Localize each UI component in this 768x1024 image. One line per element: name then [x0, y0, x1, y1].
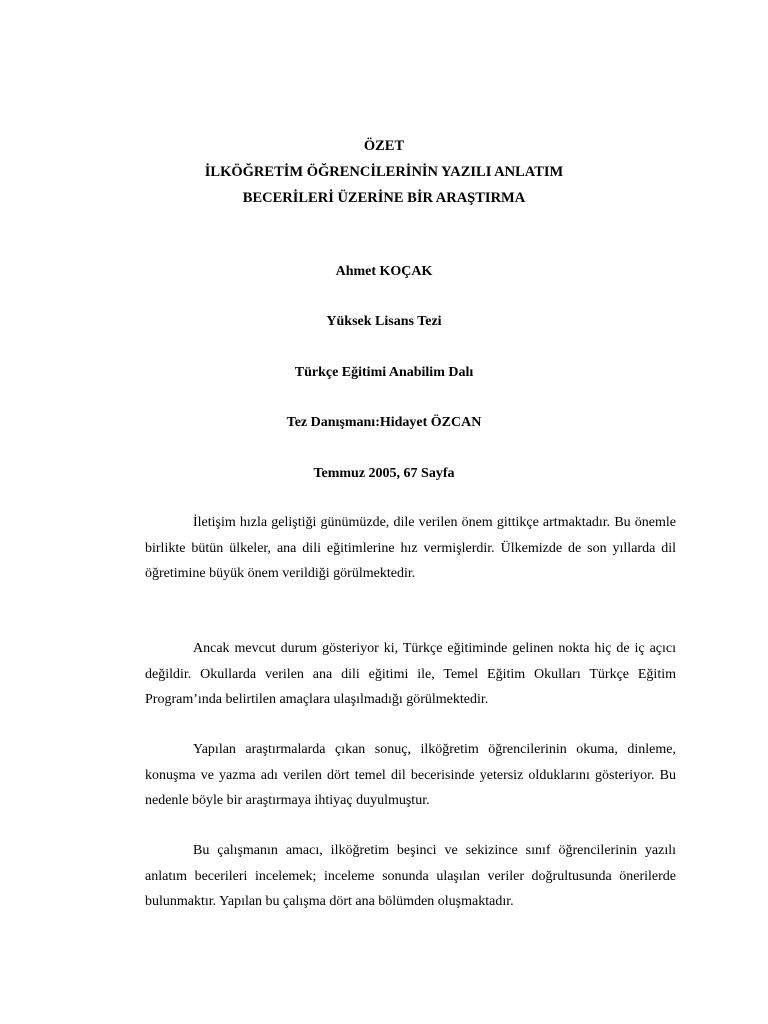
author-name: Ahmet KOÇAK — [335, 264, 433, 279]
abstract-paragraph-3: Yapılan araştırmalarda çıkan sonuç, ilköğretim öğrencilerinin okuma, dinleme, konuşma ve yazma adı verilen dört temel dil becerisinde yetersiz olduklarını gösteriyor. Bu nedenle böyle bir araştırmaya ihtiyaç duyulmuştur. — [145, 742, 676, 808]
abstract-paragraph-4: Bu çalışmanın amacı, ilköğretim beşinci ve sekizince sınıf öğrencilerinin yazılı anlatım becerileri incelemek; inceleme sonunda ulaşılan veriler doğrultusunda önerilerde bulunmaktır. Yapılan bu çalışma dört ana bölümden oluşmaktadır. — [145, 843, 676, 909]
department-name: Türkçe Eğitimi Anabilim Dalı — [294, 365, 474, 380]
abstract-paragraph-2: Ancak mevcut durum gösteriyor ki, Türkçe eğitiminde gelinen nokta hiç de iç açıcı değildir. Okullarda verilen ana dili eğitimi ile, Temel Eğitim Okulları Türkçe Eğitim Program’ında belirtilen amaçlara ulaşılmadığı görülmektedir. — [145, 641, 676, 707]
abstract-paragraph-1: İletişim hızla geliştiği günümüzde, dile verilen önem gittikçe artmaktadır. Bu önemle birlikte bütün ülkeler, ana dili eğitimlerine hız vermişlerdir. Ülkemizde de son yıllarda dil öğretimine büyük önem verildiği görülmektedir. — [145, 515, 676, 581]
thesis-title-line-2: BECERİLERİ ÜZERİNE BİR ARAŞTIRMA — [242, 190, 526, 206]
abstract-label: ÖZET — [363, 138, 405, 154]
date-and-pages: Temmuz 2005, 67 Sayfa — [313, 466, 455, 481]
degree-type: Yüksek Lisans Tezi — [326, 314, 442, 329]
thesis-title-line-1: İLKÖĞRETİM ÖĞRENCİLERİNİN YAZILI ANLATIM — [204, 164, 564, 180]
abstract-heading — [0, 133, 768, 211]
advisor-name: Tez Danışmanı:Hidayet ÖZCAN — [286, 415, 482, 430]
